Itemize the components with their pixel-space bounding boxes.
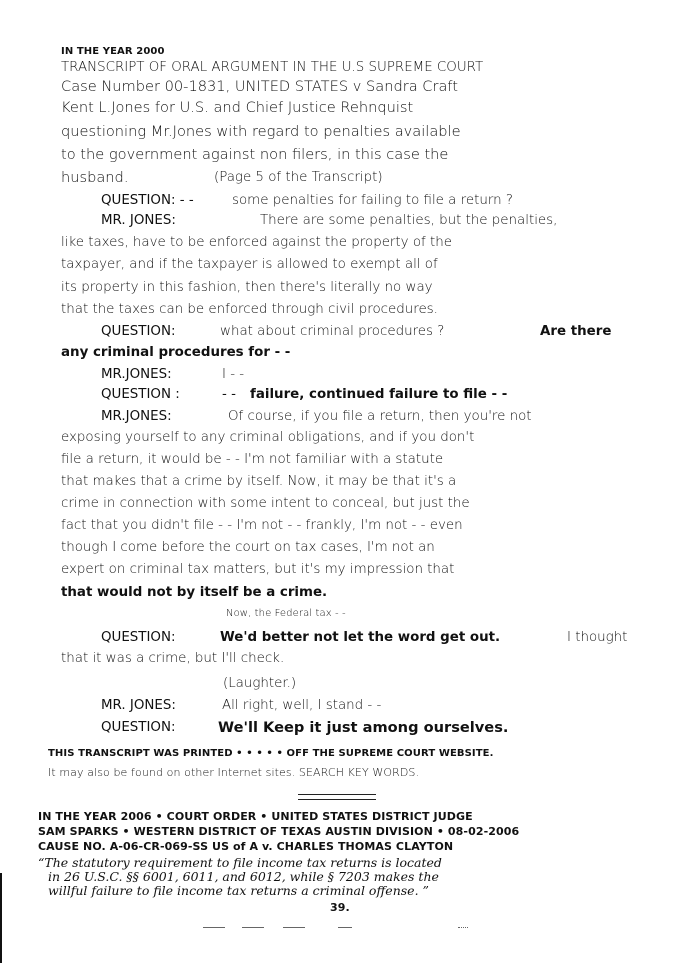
a3-line: fact that you didn't file - - I'm not - - frankly, I'm not - - even <box>61 518 463 533</box>
a3-line: though I come before the court on tax cases, I'm not an <box>61 540 435 555</box>
q3-dashes: - - <box>222 387 236 402</box>
court-quote-line-1: “The statutory requirement to file income tax returns is located <box>38 855 442 870</box>
scan-edge-bar <box>0 873 2 963</box>
a3-speaker: MR.JONES: <box>101 409 172 424</box>
q4-cont: that it was a crime, but I'll check. <box>61 651 285 666</box>
a3-bold-end: that would not by itself be a crime. <box>61 585 328 600</box>
a4-speaker: MR. JONES: <box>101 698 176 713</box>
footer-line-1: IN THE YEAR 2006 • COURT ORDER • UNITED STATES DISTRICT JUDGE <box>38 810 473 823</box>
q3-bold: failure, continued failure to file - - <box>250 387 508 402</box>
a3-trailing-line: Now, the Federal tax - - <box>226 608 346 619</box>
q4-text: I thought <box>567 630 628 645</box>
a1-line: its property in this fashion, then there's literally no way <box>61 280 433 295</box>
q2-bold-cont: any criminal procedures for - - <box>61 345 291 360</box>
a3-line: exposing yourself to any criminal obligations, and if you don't <box>61 430 475 445</box>
intro-line-1: TRANSCRIPT OF ORAL ARGUMENT IN THE U.S SUPREME COURT <box>61 60 484 75</box>
a1-first-line: There are some penalties, but the penalties, <box>260 213 558 228</box>
footer-line-3: CAUSE NO. A-06-CR-069-SS US of A v. CHARLES THOMAS CLAYTON <box>38 840 454 853</box>
q1-speaker: QUESTION: - - <box>101 193 194 208</box>
intro-line-5: to the government against non filers, in this case the <box>61 146 449 163</box>
page-number: 39. <box>330 901 350 914</box>
website-note-line-1: THIS TRANSCRIPT WAS PRINTED • • • • • OFF THE SUPREME COURT WEBSITE. <box>48 748 494 759</box>
a3-first-line: Of course, if you file a return, then you're not <box>228 409 532 424</box>
section-divider <box>298 799 376 800</box>
q2-speaker: QUESTION: <box>101 324 176 339</box>
bottom-dash <box>242 927 264 928</box>
court-quote-line-3: willful failure to file income tax returns a criminal offense. ” <box>48 883 429 898</box>
q5-speaker: QUESTION: <box>101 720 176 735</box>
intro-line-6: husband. <box>61 169 129 186</box>
intro-line-2: Case Number 00-1831, UNITED STATES v Sandra Craft <box>61 78 459 95</box>
a3-line: crime in connection with some intent to conceal, but just the <box>61 496 470 511</box>
q4-bold: We'd better not let the word get out. <box>220 630 501 645</box>
year-2000-label: IN THE YEAR 2000 <box>61 46 165 57</box>
a3-line: that makes that a crime by itself. Now, it may be that it's a <box>61 474 457 489</box>
laughter-note: (Laughter.) <box>223 676 297 691</box>
a2-speaker: MR.JONES: <box>101 367 172 382</box>
bottom-dash <box>203 927 225 928</box>
court-quote-line-2: in 26 U.S.C. §§ 6001, 6011, and 6012, while § 7203 makes the <box>48 869 439 884</box>
intro-line-3: Kent L.Jones for U.S. and Chief Justice Rehnquist <box>61 99 414 116</box>
q1-text: some penalties for failing to file a return ? <box>232 193 513 208</box>
a1-line: like taxes, have to be enforced against the property of the <box>61 235 453 250</box>
website-note-line-2: It may also be found on other Internet sites. SEARCH KEY WORDS. <box>48 766 420 779</box>
a1-speaker: MR. JONES: <box>101 213 176 228</box>
a1-line: that the taxes can be enforced through civil procedures. <box>61 302 438 317</box>
section-divider <box>298 794 376 795</box>
a2-text: I - - <box>222 367 245 382</box>
bottom-dash <box>283 927 305 928</box>
footer-line-2: SAM SPARKS • WESTERN DISTRICT OF TEXAS AUSTIN DIVISION • 08-02-2006 <box>38 825 520 838</box>
bottom-dash <box>458 927 468 928</box>
a1-line: taxpayer, and if the taxpayer is allowed to exempt all of <box>61 257 438 272</box>
a3-line: file a return, it would be - - I'm not familiar with a statute <box>61 452 444 467</box>
q2-bold: Are there <box>540 324 612 339</box>
q3-speaker: QUESTION : <box>101 387 180 402</box>
transcript-page-ref: (Page 5 of the Transcript) <box>214 170 383 185</box>
a3-line: expert on criminal tax matters, but it's my impression that <box>61 562 455 577</box>
q5-bold: We'll Keep it just among ourselves. <box>218 719 509 736</box>
bottom-dash <box>338 927 352 928</box>
intro-line-4: questioning Mr.Jones with regard to penalties available <box>61 123 461 140</box>
q4-speaker: QUESTION: <box>101 630 176 645</box>
a4-text: All right, well, I stand - - <box>222 698 382 713</box>
q2-text: what about criminal procedures ? <box>220 324 445 339</box>
